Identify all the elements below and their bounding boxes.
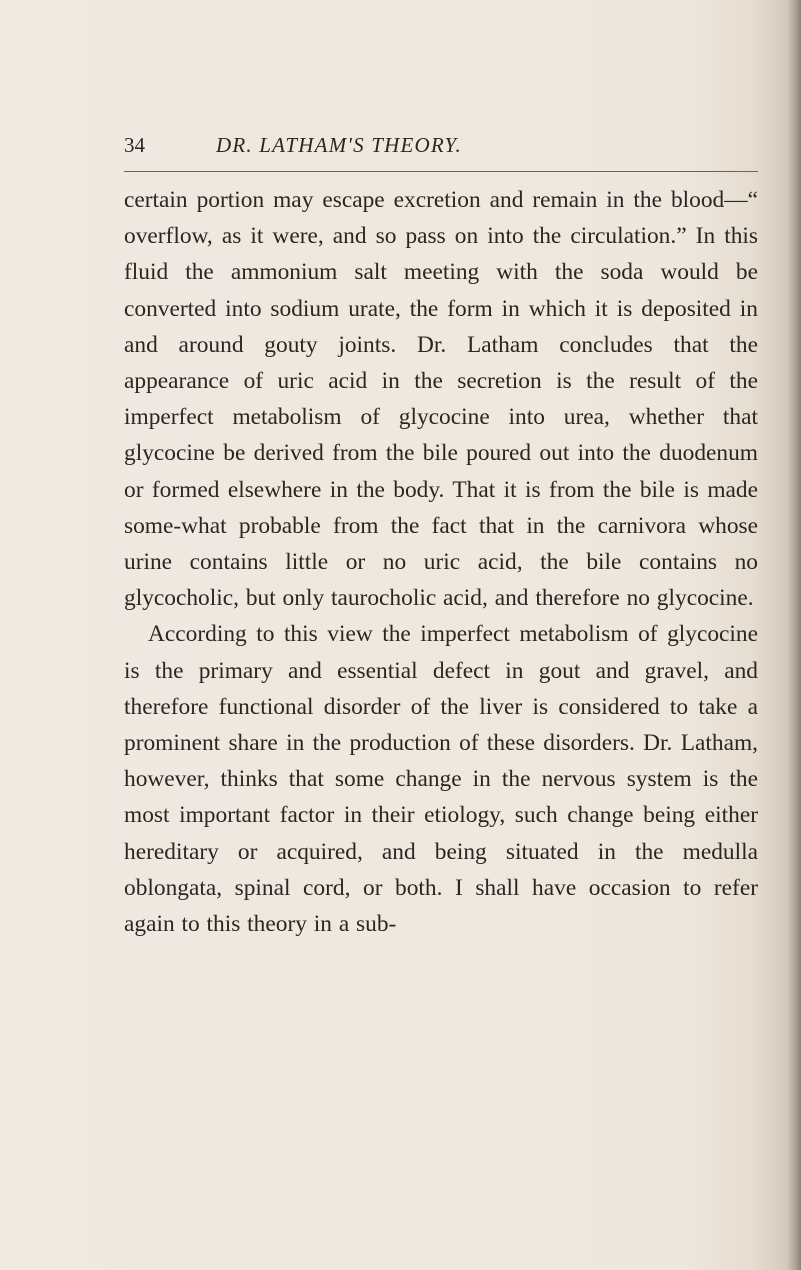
body-text (124, 182, 758, 942)
running-head: DR. LATHAM'S THEORY. (216, 133, 462, 157)
paragraph-2: According to this view the imperfect metabolism of glycocine is the primary and essential defect in gout and gravel, and therefore functional disorder of the liver is considered to take a prominent share in the production of these disorders. Dr. Latham, however, thinks that some change in the nervous system is the most important factor in their etiology, such change being either hereditary or acquired, and being situated in the medulla oblongata, spinal cord, or both. I shall have occasion to refer again to this theory in a sub- (124, 621, 758, 938)
page-number: 34 (124, 133, 145, 157)
page-header (124, 133, 758, 163)
paragraph-1: certain portion may escape excretion and remain in the blood—“ overflow, as it were, and so pass on into the circulation.” In this fluid the ammonium salt meeting with the soda would be converted into sodium urate, the form in which it is deposited in and around gouty joints. Dr. Latham concludes that the appearance of uric acid in the secretion is the result of the imperfect metabolism of glycocine into urea, whether that glycocine be derived from the bile poured out into the duodenum or formed elsewhere in the body. That it is from the bile is made some-what probable from the fact that in the carnivora whose urine contains little or no uric acid, the bile contains no glycocholic, but only taurocholic acid, and therefore no glycocine. (124, 187, 758, 612)
header-rule (124, 171, 758, 172)
page-edge-shadow (787, 0, 801, 1270)
